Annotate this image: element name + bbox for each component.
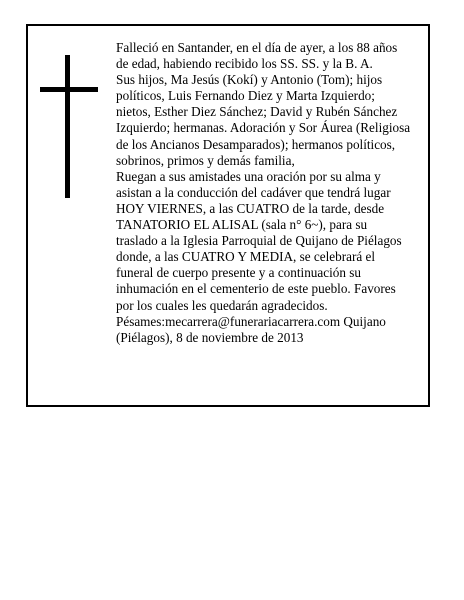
cross-horizontal-bar — [40, 87, 98, 92]
obituary-notice — [26, 24, 430, 407]
obituary-text: Falleció en Santander, en el día de ayer, a los 88 años de edad, habiendo recibido los SS. SS. y la B. A. Sus hijos, Ma Jesús (Kokí) y Antonio (Tom); hijos políticos, Luis Fernando Diez y Marta Izquierdo; nietos, Esther Diez Sánchez; David y Rubén Sánchez Izquierdo; hermanas. Adoración y Sor Áurea (Religiosa de los Ancianos Desamparados); hermanos políticos, sobrinos, primos y demás familia, Ruegan a sus amistades una oración por su alma y asistan a la conducción del cadáver que tendrá lugar HOY VIERNES, a las CUATRO de la tarde, desde TANATORIO EL ALISAL (sala n° 6~), para su traslado a la Iglesia Parroquial de Quijano de Piélagos donde, a las CUATRO Y MEDIA, se celebrará el funeral de cuerpo presente y a continuación su inhumación en el cementerio de este pueblo. Favores por los cuales les quedarán agradecidos. Pésames:mecarrera@funerariacarrera.com Quijano (Piélagos), 8 de noviembre de 2013 — [116, 40, 411, 345]
cross-vertical-bar — [65, 55, 70, 198]
latin-cross-icon — [40, 55, 98, 198]
